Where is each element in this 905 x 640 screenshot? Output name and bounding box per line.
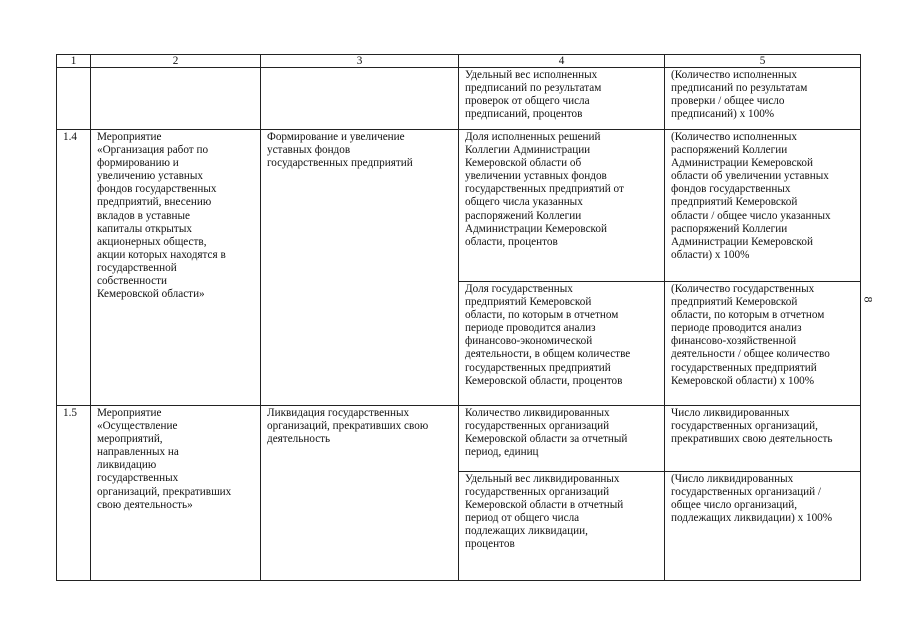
table-row [57,130,861,282]
column-header-5: 5 [665,55,861,68]
measure-name: Мероприятие «Осуществление мероприятий, направленных на ликвидацию государственных организаций, прекративших свою деятельность» [91,406,261,581]
indicator-formula: (Число ликвидированных государственных организаций / общее число организаций, подлежащих ликвидации) x 100% [665,472,861,581]
indicators-table [56,54,861,581]
table-row [57,406,861,472]
indicator-name: Удельный вес ликвидированных государственных организаций Кемеровской области в отчетный период от общего числа подлежащих ликвидации, процентов [459,472,665,581]
indicator-formula: (Количество государственных предприятий Кемеровской области, по которым в отчетном периоде проводится анализ финансово-хозяйственной деятельности / общее количество государственных предприятий Кемеровской области) x 100% [665,282,861,406]
measure-name [91,68,261,130]
table-row [57,68,861,130]
measure-name: Мероприятие «Организация работ по формированию и увеличению уставных фондов государственных предприятий, внесению вкладов в уставные капиталы открытых акционерных обществ, акции которых находятся в государственной собственности Кемеровской области» [91,130,261,406]
column-header-3: 3 [261,55,459,68]
row-number [57,68,91,130]
indicator-formula: Число ликвидированных государственных организаций, прекративших свою деятельность [665,406,861,472]
measure-goal: Ликвидация государственных организаций, прекративших свою деятельность [261,406,459,581]
indicator-name: Доля государственных предприятий Кемеровской области, по которым в отчетном периоде проводится анализ финансово-экономической деятельности, в общем количестве государственных предприятий Кемеровской области, процентов [459,282,665,406]
measure-goal [261,68,459,130]
row-number: 1.4 [57,130,91,406]
column-header-1: 1 [57,55,91,68]
measure-goal: Формирование и увеличение уставных фондов государственных предприятий [261,130,459,406]
indicator-name: Доля исполненных решений Коллегии Администрации Кемеровской области об увеличении уставных фондов государственных предприятий от общего числа указанных распоряжений Коллегии Администрации Кемеровской области, процентов [459,130,665,282]
column-header-4: 4 [459,55,665,68]
row-number: 1.5 [57,406,91,581]
indicator-name: Количество ликвидированных государственных организаций Кемеровской области за отчетный период, единиц [459,406,665,472]
page-number: 8 [861,296,876,303]
indicator-formula: (Количество исполненных предписаний по результатам проверки / общее число предписаний) x 100% [665,68,861,130]
column-header-2: 2 [91,55,261,68]
indicator-name: Удельный вес исполненных предписаний по результатам проверок от общего числа предписаний, процентов [459,68,665,130]
table-header-row [57,55,861,68]
indicator-formula: (Количество исполненных распоряжений Коллегии Администрации Кемеровской области об увеличении уставных фондов государственных предприятий Кемеровской области / общее число указанных распоряжений Коллегии Администрации Кемеровской области) x 100% [665,130,861,282]
